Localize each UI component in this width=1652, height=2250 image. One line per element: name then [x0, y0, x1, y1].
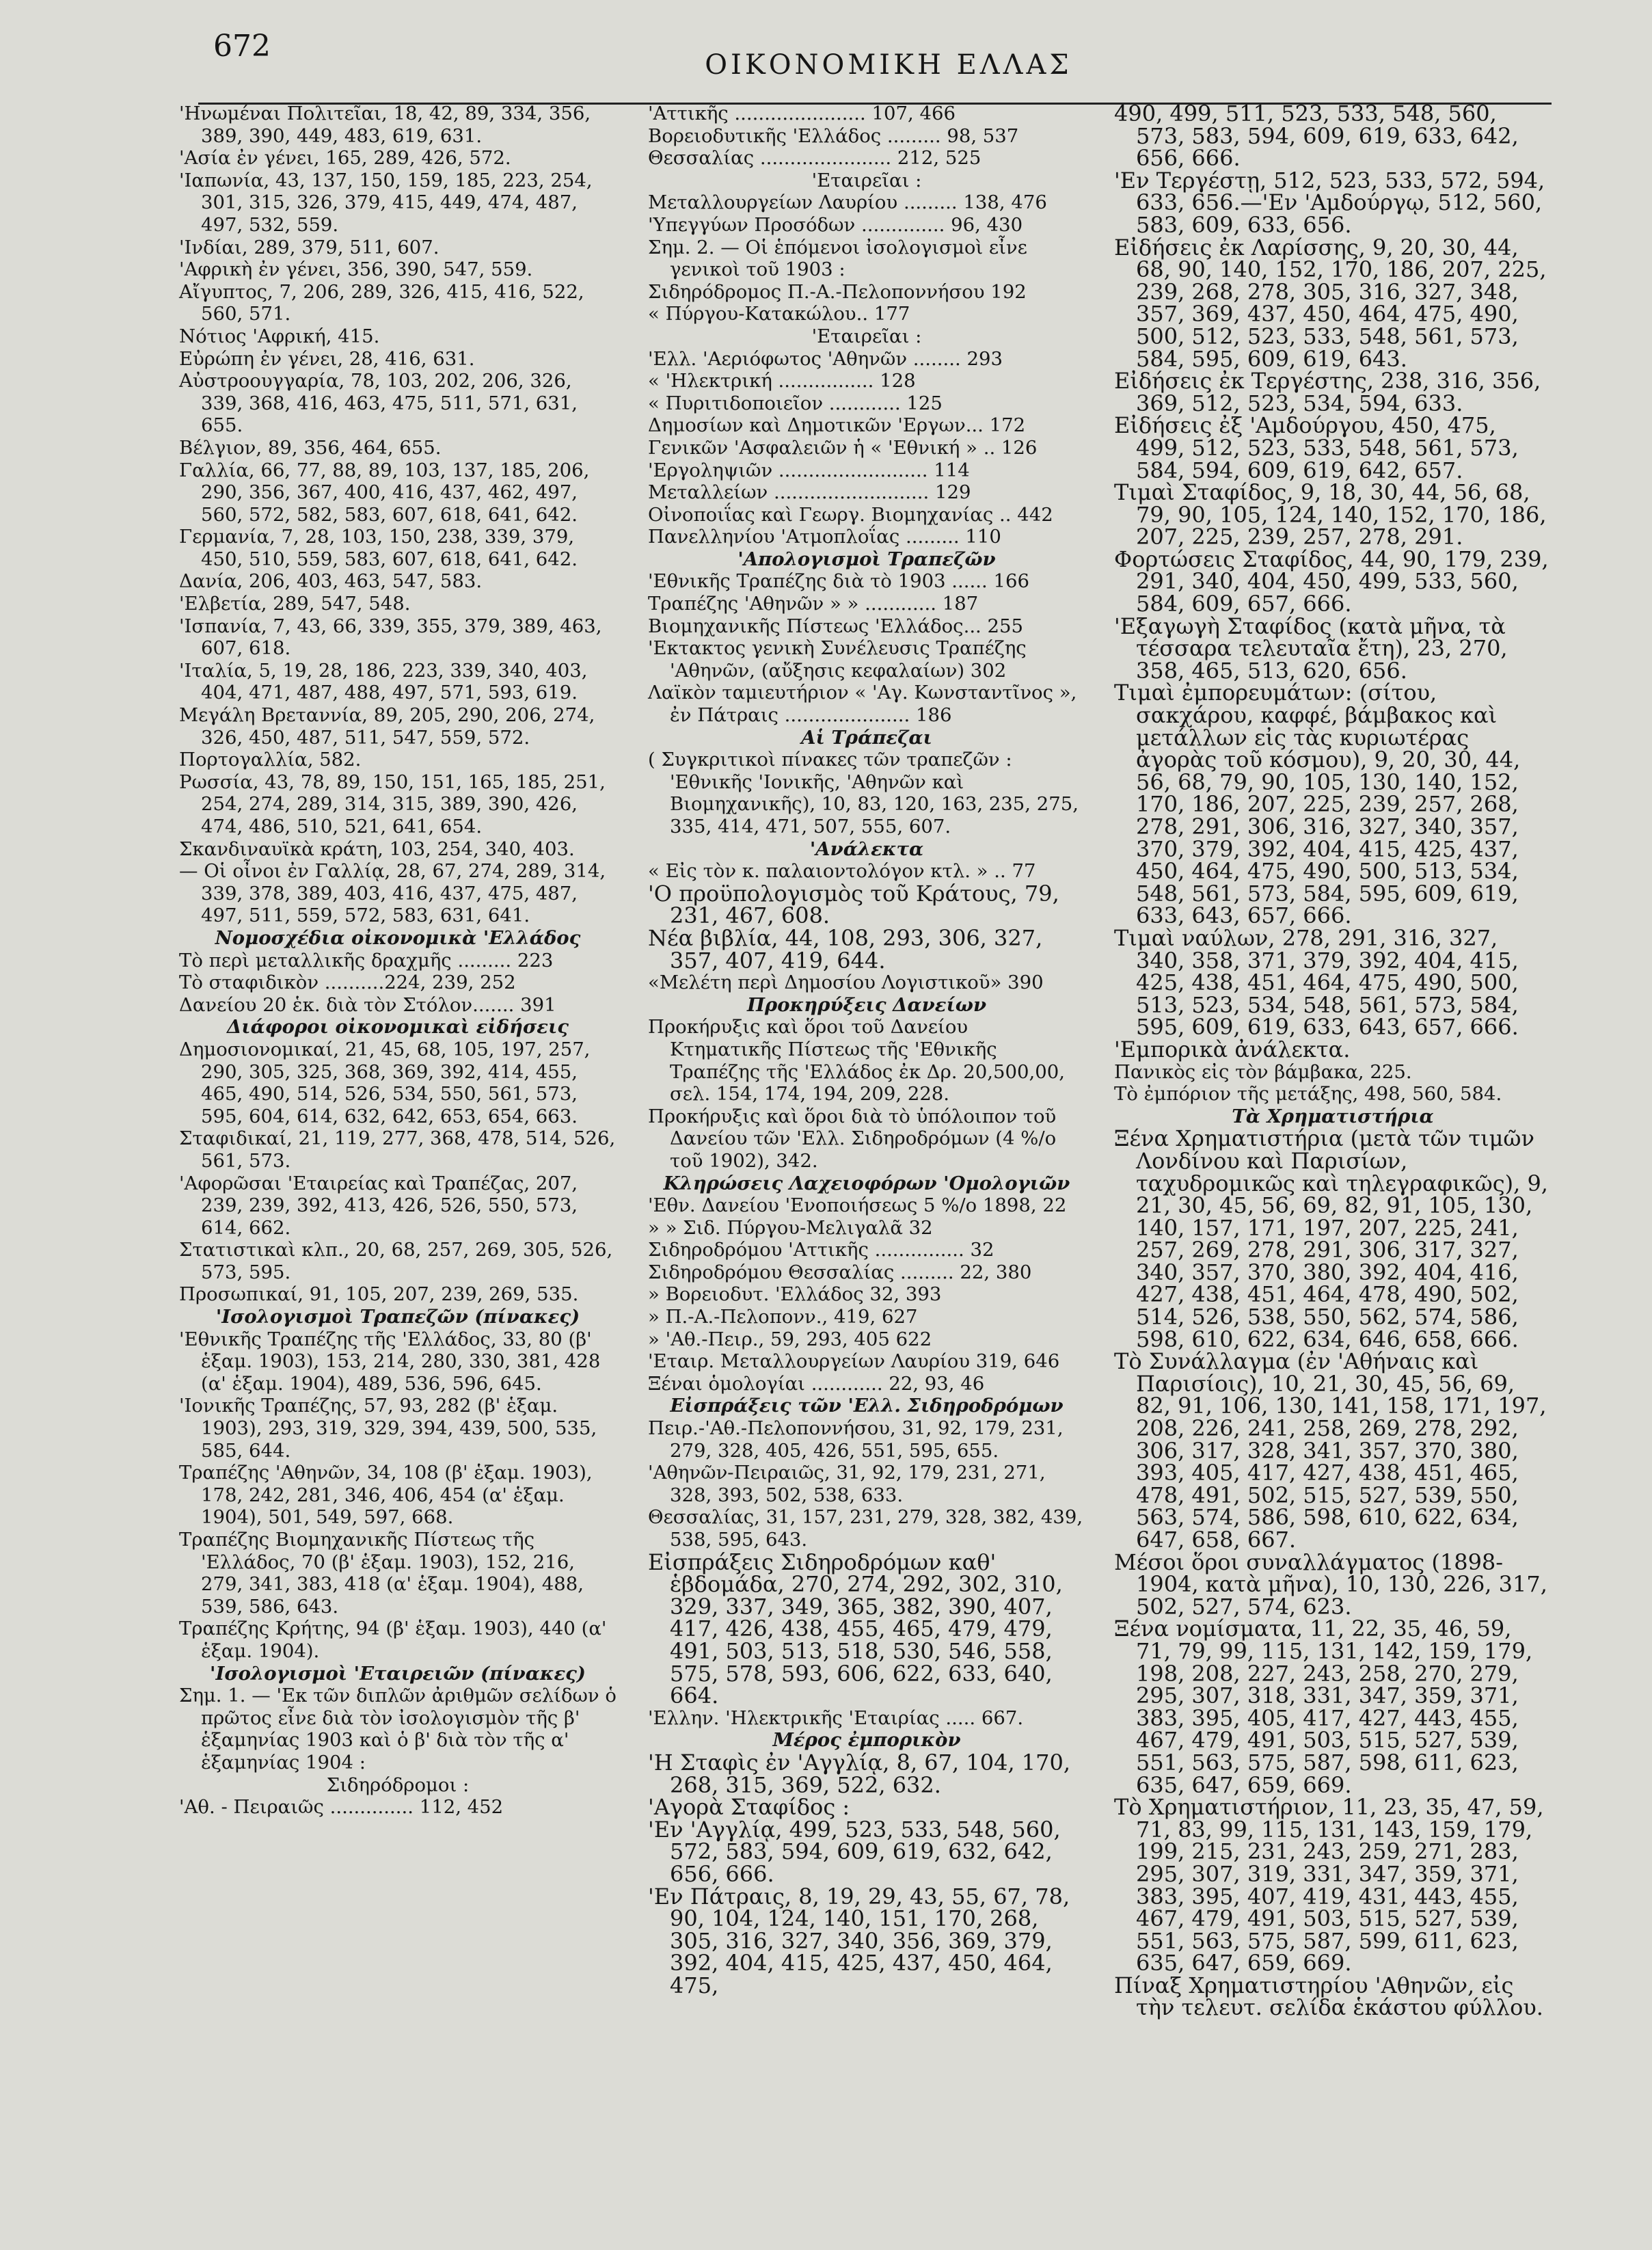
index-entry: — Οἱ οἶνοι ἐν Γαλλίᾳ, 28, 67, 274, 289, 314, 339, 378, 389, 403, 416, 437, 475, 487, 497, 511, 559, 572, 583, 631, 641. — [179, 860, 606, 927]
index-entry: Τραπέζης Κρήτης, 94 (β' ἑξαμ. 1903), 440 (α' ἑξαμ. 1904). — [179, 1618, 607, 1662]
index-entry-main: Πίναξ Χρηματιστηρίου 'Αθηνῶν, εἰς τὴν τελευτ. σελίδα ἑκάστου φύλλου. — [1114, 1972, 1543, 2021]
index-entry: 'Ελλ. 'Αεριόφωτος 'Αθηνῶν ........ 293 — [648, 347, 1003, 370]
section-heading: Διάφοροι οἰκονομικαὶ εἰδήσεις — [226, 1016, 569, 1039]
index-entry: Δανείου 20 ἑκ. διὰ τὸν Στόλον....... 391 — [179, 993, 556, 1016]
index-entry: » » Σιδ. Πύργου-Μελιγαλᾶ 32 — [648, 1216, 933, 1239]
sub-heading: Σιδηρόδρομοι : — [326, 1773, 470, 1796]
section-heading: 'Απολογισμοὶ Τραπεζῶν — [737, 548, 996, 570]
index-entry: 'Εκτακτος γενικὴ Συνέλευσις Τραπέζης 'Αθηνῶν, (αὔξησις κεφαλαίων) 302 — [648, 637, 1027, 682]
section-heading: Αἱ Τράπεζαι — [801, 726, 932, 749]
index-entry-main: Νέα βιβλία, 44, 108, 293, 306, 327, 357, 407, 419, 644. — [648, 924, 1043, 974]
index-entry-main: 'Η Σταφὶς ἐν 'Αγγλίᾳ, 8, 67, 104, 170, 268, 315, 369, 522, 632. — [648, 1749, 1071, 1798]
section-heading: Κληρώσεις Λαχειοφόρων 'Ομολογιῶν — [663, 1172, 1070, 1194]
index-entry-main: 'Εν Πάτραις, 8, 19, 29, 43, 55, 67, 78, 90, 104, 124, 140, 151, 170, 268, 305, 316, 327, 340, 356, 369, 379, 392, 404, 415, 425, 437, 450, 464, 475, — [648, 1883, 1070, 1998]
index-entry-main: Εἰδήσεις ἐκ Τεργέστης, 238, 316, 356, 369, 512, 523, 534, 594, 633. — [1114, 368, 1541, 416]
index-entry-main: 'Εμπορικὰ ἀνάλεκτα. — [1114, 1036, 1351, 1062]
index-column-2 — [648, 103, 1085, 1996]
index-entry: Μεταλλείων .......................... 129 — [648, 481, 971, 504]
index-entry: 'Αφρικὴ ἐν γένει, 356, 390, 547, 559. — [179, 258, 533, 281]
index-entry: Σημ. 1. — 'Εκ τῶν διπλῶν ἀριθμῶν σελίδων ὁ πρῶτος εἶνε διὰ τὸν ἰσολογισμὸν τῆς β' ἑξαμηνίας 1903 καὶ ὁ β' διὰ τὸν τῆς α' ἑξαμηνίας 1904 : — [179, 1685, 617, 1773]
index-entry: « Πυριτιδοποιεῖον ............ 125 — [648, 392, 943, 414]
index-entry: » 'Αθ.-Πειρ., 59, 293, 405 622 — [648, 1328, 932, 1350]
index-entry: Σιδηροδρόμου Θεσσαλίας ......... 22, 380 — [648, 1261, 1032, 1283]
index-entry: 'Εθνικῆς Τραπέζης τῆς 'Ελλάδος, 33, 80 (β' ἑξαμ. 1903), 153, 214, 280, 330, 381, 428 (α' ἑξαμ. 1904), 489, 536, 596, 645. — [179, 1328, 601, 1395]
index-entry: «Μελέτη περὶ Δημοσίου Λογιστικοῦ» 390 — [648, 972, 1044, 994]
index-entry: Προκήρυξις καὶ ὅροι τοῦ Δανείου Κτηματικῆς Πίστεως τῆς 'Εθνικῆς Τραπέζης τῆς 'Ελλάδος ἐκ Δρ. 20,500,00, σελ. 154, 174, 194, 209, 228. — [648, 1016, 1065, 1106]
section-heading: Προκηρύξεις Δανείων — [746, 993, 987, 1016]
index-entry: Πανικὸς εἰς τὸν βάμβακα, 225. — [1114, 1060, 1412, 1083]
section-heading: Τὰ Χρηματιστήρια — [1232, 1105, 1434, 1127]
index-entry-main: Εἰσπράξεις Σιδηροδρόμων καθ' ἑβδομάδα, 270, 274, 292, 302, 310, 329, 337, 349, 365, 382, 390, 407, 417, 426, 438, 455, 465, 479, 479, 491, 503, 513, 518, 530, 546, 558, 575, 578, 593, 606, 622, 633, 640, 664. — [648, 1549, 1063, 1709]
index-entry: Νότιος 'Αφρική, 415. — [179, 325, 380, 347]
index-entry-main: 'Ο προϋπολογισμὸς τοῦ Κράτους, 79, 231, 467, 608. — [648, 880, 1059, 929]
index-entry: Πορτογαλλία, 582. — [179, 749, 362, 771]
index-entry-main: Τιμαὶ ἐμπορευμάτων: (σίτου, σακχάρου, καφφέ, βάμβακος καὶ μετάλλων εἰς τὰς κυριωτέρας ἀγορὰς τοῦ κόσμου), 9, 20, 30, 44, 56, 68, 79, 90, 105, 130, 140, 152, 170, 186, 207, 225, 239, 257, 268, 278, 291, 306, 316, 327, 340, 357, 370, 379, 392, 404, 415, 425, 437, 450, 464, 475, 490, 500, 513, 534, 548, 561, 573, 584, 595, 609, 619, 633, 643, 657, 666. — [1114, 680, 1521, 929]
index-entry-main: Ξένα νομίσματα, 11, 22, 35, 46, 59, 71, 79, 99, 115, 131, 142, 159, 179, 198, 208, 227, 243, 258, 270, 279, 295, 307, 318, 331, 347, 359, 371, 383, 395, 405, 417, 427, 443, 455, 467, 479, 491, 503, 515, 527, 539, 551, 563, 575, 587, 598, 611, 623, 635, 647, 659, 669. — [1114, 1616, 1533, 1798]
index-entry: 'Εταιρ. Μεταλλουργείων Λαυρίου 319, 646 — [648, 1350, 1060, 1373]
index-entry: Σιδηροδρόμου 'Αττικῆς ............... 32 — [648, 1239, 994, 1261]
index-entry: Θεσσαλίας ...................... 212, 525 — [648, 147, 981, 170]
index-entry: » Βορειοδυτ. 'Ελλάδος 32, 393 — [648, 1283, 942, 1306]
index-entry: « Εἰς τὸν κ. παλαιοντολόγον κτλ. » .. 77 — [648, 860, 1036, 883]
index-entry: ( Συγκριτικοὶ πίνακες τῶν τραπεζῶν : 'Εθνικῆς 'Ιονικῆς, 'Αθηνῶν καὶ Βιομηχανικῆς), 10, 83, 120, 163, 235, 275, 335, 414, 471, 507, 555, 607. — [648, 749, 1079, 838]
index-entry: 'Εθνικῆς Τραπέζης διὰ τὸ 1903 ...... 166 — [648, 570, 1029, 593]
index-entry-main: 'Αγορὰ Σταφίδος : — [648, 1794, 850, 1821]
index-entry: Πανελληνίου 'Ατμοπλοΐας ......... 110 — [648, 526, 1001, 548]
index-entry: Μεγάλη Βρεταννία, 89, 205, 290, 206, 274, 326, 450, 487, 511, 547, 559, 572. — [179, 704, 595, 749]
index-entry: Δημοσιονομικαί, 21, 45, 68, 105, 197, 257, 290, 305, 325, 368, 369, 392, 414, 455, 465, 490, 514, 526, 534, 550, 561, 573, 595, 604, 614, 632, 642, 653, 654, 663. — [179, 1038, 591, 1127]
index-entry: Τὸ περὶ μεταλλικῆς δραχμῆς ......... 223 — [179, 949, 554, 972]
index-entry: 'Ελβετία, 289, 547, 548. — [179, 593, 411, 615]
index-entry: Προσωπικαί, 91, 105, 207, 239, 269, 535. — [179, 1283, 579, 1306]
section-heading: 'Ισολογισμοὶ 'Εταιρειῶν (πίνακες) — [210, 1662, 586, 1685]
index-entry: Γενικῶν 'Ασφαλειῶν ἡ « 'Εθνική » .. 126 — [648, 436, 1038, 459]
index-entry: 'Ιονικῆς Τραπέζης, 57, 93, 282 (β' ἑξαμ. 1903), 293, 319, 329, 394, 439, 500, 535, 585, 644. — [179, 1395, 597, 1462]
index-entry-main: Τὸ Συνάλλαγμα (ἐν 'Αθήναις καὶ Παρισίοις), 10, 21, 30, 45, 56, 69, 82, 91, 106, 130, 141, 158, 171, 197, 208, 226, 241, 258, 269, 278, 292, 306, 317, 328, 341, 357, 370, 380, 393, 405, 417, 427, 438, 451, 465, 478, 491, 502, 515, 527, 539, 550, 563, 574, 586, 598, 610, 622, 634, 647, 658, 667. — [1114, 1348, 1547, 1553]
sub-heading: 'Εταιρεῖαι : — [811, 325, 922, 347]
index-entry: « Πύργου-Κατακώλου.. 177 — [648, 303, 910, 325]
index-entry: 'Ινδίαι, 289, 379, 511, 607. — [179, 236, 439, 258]
running-head: ΟΙΚΟΝΟΜΙΚΗ ΕΛΛΑΣ — [705, 49, 1072, 81]
index-entry: 'Αττικῆς ...................... 107, 466 — [648, 103, 956, 124]
index-entry: Σκανδιναυϊκὰ κράτη, 103, 254, 340, 403. — [179, 838, 575, 860]
index-entry: 'Αφορῶσαι 'Εταιρείας καὶ Τραπέζας, 207, 239, 239, 392, 413, 426, 526, 550, 573, 614, 662. — [179, 1172, 578, 1239]
index-entry-main: Φορτώσεις Σταφίδος, 44, 90, 179, 239, 291, 340, 404, 450, 499, 533, 560, 584, 609, 657, 666. — [1114, 546, 1549, 617]
index-entry: 'Αθ. - Πειραιῶς .............. 112, 452 — [179, 1796, 504, 1819]
index-entry: Εὐρώπη ἐν γένει, 28, 416, 631. — [179, 347, 475, 370]
index-entry-main: 490, 499, 511, 523, 533, 548, 560, 573, 583, 594, 609, 619, 633, 642, 656, 666. — [1114, 101, 1519, 172]
index-entry: Τὸ ἐμπόριον τῆς μετάξης, 498, 560, 584. — [1114, 1083, 1502, 1106]
index-entry: Βέλγιον, 89, 356, 464, 655. — [179, 436, 442, 459]
page-number: 672 — [213, 29, 271, 64]
index-entry: Δημοσίων καὶ Δημοτικῶν 'Εργων... 172 — [648, 414, 1026, 437]
index-entry-main: 'Εν Τεργέστῃ, 512, 523, 533, 572, 594, 633, 656.—'Εν 'Αμδούργῳ, 512, 560, 583, 609, 633, 656. — [1114, 167, 1545, 238]
section-heading: Μέρος ἐμπορικὸν — [772, 1729, 961, 1752]
index-entry: Σημ. 2. — Οἱ ἑπόμενοι ἰσολογισμοὶ εἶνε γενικοὶ τοῦ 1903 : — [648, 236, 1027, 281]
index-entry: Μεταλλουργείων Λαυρίου ......... 138, 476 — [648, 191, 1047, 214]
index-column-1 — [179, 103, 617, 1819]
index-entry: Γαλλία, 66, 77, 88, 89, 103, 137, 185, 206, 290, 356, 367, 400, 416, 437, 462, 497, 560, 572, 582, 583, 607, 618, 641, 642. — [179, 459, 590, 526]
index-entry: Οἰνοποιΐας καὶ Γεωργ. Βιομηχανίας .. 442 — [648, 503, 1053, 526]
index-column-3 — [1114, 103, 1552, 2019]
index-entry: Βορειοδυτικῆς 'Ελλάδος ......... 98, 537 — [648, 124, 1019, 147]
index-entry: Γερμανία, 7, 28, 103, 150, 238, 339, 379, 450, 510, 559, 583, 607, 618, 641, 642. — [179, 526, 578, 570]
index-entry: 'Εργοληψιῶν ......................... 114 — [648, 459, 970, 481]
index-entry-main: Εἰδήσεις ἐξ 'Αμδούργου, 450, 475, 499, 512, 523, 533, 548, 561, 573, 584, 594, 609, 619, 642, 657. — [1114, 412, 1519, 483]
section-heading: Εἰσπράξεις τῶν 'Ελλ. Σιδηροδρόμων — [670, 1395, 1064, 1417]
index-entry: Σιδηρόδρομος Π.-Α.-Πελοποννήσου 192 — [648, 280, 1027, 303]
index-entry-main: 'Εν 'Αγγλίᾳ, 499, 523, 533, 548, 560, 572, 583, 594, 609, 619, 632, 642, 656, 666. — [648, 1816, 1061, 1887]
index-entry: Τὸ σταφιδικὸν ..........224, 239, 252 — [179, 972, 516, 994]
index-entry: Τραπέζης 'Αθηνῶν » » ............ 187 — [648, 593, 979, 615]
index-entry: Ρωσσία, 43, 78, 89, 150, 151, 165, 185, 251, 254, 274, 289, 314, 315, 389, 390, 426, 474, 486, 510, 521, 641, 654. — [179, 771, 606, 838]
section-heading: Νομοσχέδια οἰκονομικὰ 'Ελλάδος — [215, 926, 581, 949]
sub-heading: 'Εταιρεῖαι : — [811, 169, 922, 191]
index-entry-main: Τιμαὶ ναύλων, 278, 291, 316, 327, 340, 358, 371, 379, 392, 404, 415, 425, 438, 451, 464, 475, 490, 500, 513, 523, 534, 548, 561, 573, 584, 595, 609, 619, 633, 643, 657, 666. — [1114, 924, 1519, 1041]
index-entry: Αὐστροουγγαρία, 78, 103, 202, 206, 326, 339, 368, 416, 463, 475, 511, 571, 631, 655. — [179, 370, 578, 437]
index-entry: Αἴγυπτος, 7, 206, 289, 326, 415, 416, 522, 560, 571. — [179, 280, 584, 325]
index-entry: Δανία, 206, 403, 463, 547, 583. — [179, 570, 483, 593]
index-entry-main: Ξένα Χρηματιστήρια (μετὰ τῶν τιμῶν Λονδίνου καὶ Παρισίων, ταχυδρομικῶς καὶ τηλεγραφικῶς), 9, 21, 30, 45, 56, 69, 82, 91, 105, 130, 140, 157, 171, 197, 207, 225, 241, 257, 269, 278, 291, 306, 317, 327, 340, 357, 370, 380, 392, 404, 416, 427, 438, 451, 464, 478, 490, 502, 514, 526, 538, 550, 562, 574, 586, 598, 610, 622, 634, 646, 658, 666. — [1114, 1125, 1548, 1352]
section-heading: 'Ισολογισμοὶ Τραπεζῶν (πίνακες) — [215, 1306, 580, 1328]
index-entry: Θεσσαλίας, 31, 157, 231, 279, 328, 382, 439, 538, 595, 643. — [648, 1506, 1083, 1551]
index-entry: Σταφιδικαί, 21, 119, 277, 368, 478, 514, 526, 561, 573. — [179, 1127, 616, 1172]
section-heading: 'Ανάλεκτα — [809, 838, 924, 860]
index-entry: 'Υπεγγύων Προσόδων .............. 96, 430 — [648, 213, 1023, 236]
index-entry-main: Τιμαὶ Σταφίδος, 9, 18, 30, 44, 56, 68, 79, 90, 105, 124, 140, 152, 170, 186, 207, 225, 239, 257, 278, 291. — [1114, 479, 1547, 550]
index-entry: 'Ιαπωνία, 43, 137, 150, 159, 185, 223, 254, 301, 315, 326, 379, 415, 449, 474, 487, 497, 532, 559. — [179, 169, 593, 236]
index-entry: Τραπέζης Βιομηχανικῆς Πίστεως τῆς 'Ελλάδος, 70 (β' ἑξαμ. 1903), 152, 216, 279, 341, 383, 418 (α' ἑξαμ. 1904), 488, 539, 586, 643. — [179, 1529, 584, 1618]
index-entry: « 'Ηλεκτρική ................ 128 — [648, 370, 916, 392]
index-entry: Πειρ.-'Αθ.-Πελοποννήσου, 31, 92, 179, 231, 279, 328, 405, 426, 551, 595, 655. — [648, 1417, 1064, 1462]
index-entry-main: Εἰδήσεις ἐκ Λαρίσσης, 9, 20, 30, 44, 68, 90, 140, 152, 170, 186, 207, 225, 239, 268, 278, 305, 316, 327, 348, 357, 369, 437, 450, 464, 475, 490, 500, 512, 523, 533, 548, 561, 573, 584, 595, 609, 619, 643. — [1114, 234, 1547, 372]
index-entry: Βιομηχανικῆς Πίστεως 'Ελλάδος... 255 — [648, 615, 1024, 637]
index-entry: 'Ισπανία, 7, 43, 66, 339, 355, 379, 389, 463, 607, 618. — [179, 615, 602, 660]
index-entry: 'Ιταλία, 5, 19, 28, 186, 223, 339, 340, 403, 404, 471, 487, 488, 497, 571, 593, 619. — [179, 659, 588, 704]
index-entry: Προκήρυξις καὶ ὅροι διὰ τὸ ὑπόλοιπον τοῦ Δανείου τῶν 'Ελλ. Σιδηροδρόμων (4 %/ο τοῦ 1902), 342. — [648, 1105, 1057, 1172]
index-entry-main: Μέσοι ὅροι συναλλάγματος (1898-1904, κατὰ μῆνα), 10, 130, 226, 317, 502, 527, 574, 623. — [1114, 1549, 1547, 1620]
index-entry-main: Τὸ Χρηματιστήριον, 11, 23, 35, 47, 59, 71, 83, 99, 115, 131, 143, 159, 179, 199, 215, 231, 243, 259, 271, 283, 295, 307, 319, 331, 347, 359, 371, 383, 395, 407, 419, 431, 443, 455, 467, 479, 491, 503, 515, 527, 539, 551, 563, 575, 587, 599, 611, 623, 635, 647, 659, 669. — [1114, 1794, 1544, 1977]
index-entry: 'Ηνωμέναι Πολιτεῖαι, 18, 42, 89, 334, 356, 389, 390, 449, 483, 619, 631. — [179, 103, 591, 147]
index-entry: 'Αθηνῶν-Πειραιῶς, 31, 92, 179, 231, 271, 328, 393, 502, 538, 633. — [648, 1462, 1046, 1506]
index-entry: Λαϊκὸν ταμιευτήριον « 'Αγ. Κωνσταντῖνος », ἐν Πάτραις ..................... 186 — [648, 682, 1077, 727]
index-entry: » Π.-Α.-Πελοπονν., 419, 627 — [648, 1306, 918, 1328]
index-entry: Ξέναι ὁμολογίαι ............ 22, 93, 46 — [648, 1372, 985, 1395]
index-entry-main: 'Εξαγωγὴ Σταφίδος (κατὰ μῆνα, τὰ τέσσαρα τελευταῖα ἔτη), 23, 270, 358, 465, 513, 620, 656. — [1114, 613, 1508, 684]
index-entry: 'Εθν. Δανείου 'Ενοποιήσεως 5 %/ο 1898, 22 — [648, 1194, 1067, 1217]
index-entry: 'Ασία ἐν γένει, 165, 289, 426, 572. — [179, 147, 511, 170]
index-entry: Τραπέζης 'Αθηνῶν, 34, 108 (β' ἑξαμ. 1903), 178, 242, 281, 346, 406, 454 (α' ἑξαμ. 1904), 501, 549, 597, 668. — [179, 1462, 593, 1529]
index-entry: 'Ελλην. 'Ηλεκτρικῆς 'Εταιρίας ..... 667. — [648, 1706, 1024, 1729]
index-entry: Στατιστικαὶ κλπ., 20, 68, 257, 269, 305, 526, 573, 595. — [179, 1239, 613, 1283]
